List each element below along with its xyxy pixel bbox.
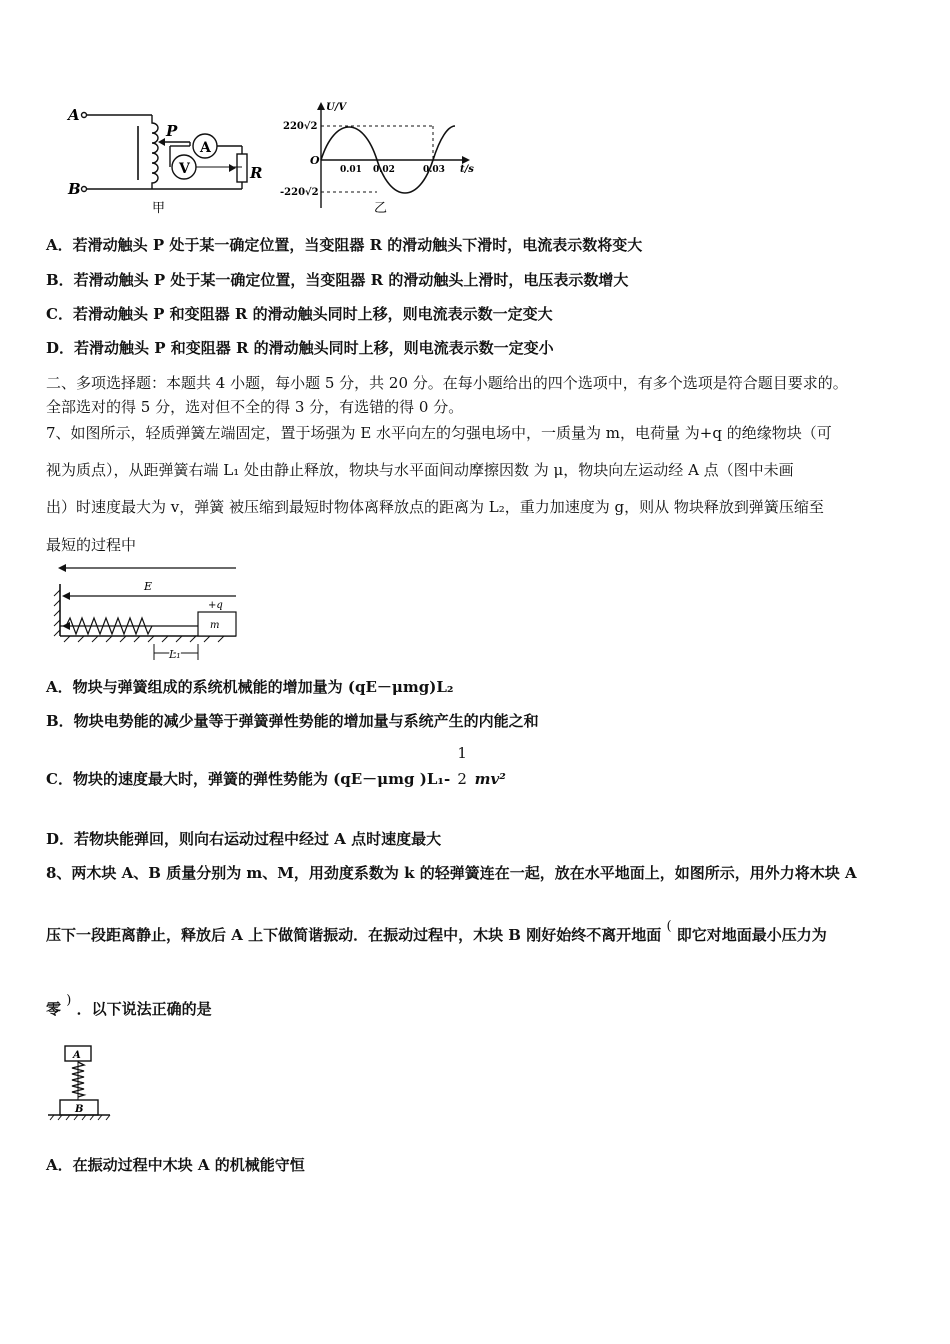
x-axis-label: t/s (460, 164, 474, 175)
q8-stem-line3-tail: ．以下说法正确的是 (76, 1000, 212, 1018)
q8-stem-line1: 8、两木块 A、B 质量分别为 m、M，用劲度系数为 k 的轻弹簧连在一起，放在水平地面上，如图所示，用外力将木块 A (46, 864, 857, 882)
block-b-label: B (75, 1104, 84, 1115)
q6-option-c: C．若滑动触头 P 和变阻器 R 的滑动触头同时上移，则电流表示数一定变大 (46, 305, 553, 323)
peak-positive-label: 220√2 (283, 121, 318, 132)
q6-option-d: D．若滑动触头 P 和变阻器 R 的滑动触头同时上移，则电流表示数一定变小 (46, 339, 554, 357)
q8-stem-line2 (46, 919, 827, 947)
y-axis-label: U/V (326, 102, 347, 113)
resistor-slider-arrow (229, 164, 236, 172)
ammeter-label: A (200, 140, 211, 156)
fraction-denominator: 2 (457, 770, 467, 788)
q7-option-a: A．物块与弹簧组成的系统机械能的增加量为 (qE－μmg)L₂ (46, 678, 454, 696)
paren-close: ) (66, 993, 72, 1008)
q6-option-b: B．若滑动触头 P 处于某一确定位置，当变阻器 R 的滑动触头上滑时，电压表示数增大 (46, 271, 629, 289)
transformer-circuit-figure (66, 98, 276, 216)
q7-option-b: B．物块电势能的减少量等于弹簧弹性势能的增加量与系统产生的内能之和 (46, 712, 539, 730)
x-axis-arrow (462, 156, 470, 164)
wall-hatching (54, 590, 60, 636)
terminal-b-dot (82, 187, 87, 192)
q8-stem-line3-text: 零 (46, 1000, 62, 1018)
block-mass-label: m (210, 620, 220, 631)
tick-002-label: 0.02 (373, 165, 395, 175)
figure-yi-caption: 乙 (374, 201, 388, 216)
y-axis-arrow (317, 102, 325, 110)
resistor-label: R (250, 164, 263, 182)
q8-stem-line2-tail: 即它对地面最小压力为 (676, 926, 827, 944)
terminal-b-label: B (68, 180, 81, 198)
slider-p-arrow (158, 138, 165, 146)
ground-hatching (64, 636, 224, 642)
q7-option-d: D．若物块能弹回，则向右运动过程中经过 A 点时速度最大 (46, 830, 442, 848)
q7-stem-line1: 7、如图所示，轻质弹簧左端固定，置于场强为 E 水平向左的匀强电场中，一质量为 m，电荷量 为+q 的绝缘物块（可 (46, 424, 832, 442)
q7-stem-line3: 出）时速度最大为 v，弹簧 被压缩到最短时物体离释放点的距离为 L₂，重力加速度为 g，则从 物块释放到弹簧压缩至 (46, 498, 824, 516)
spring-block-field-figure (50, 560, 250, 668)
block-charge-label: +q (208, 600, 223, 611)
q7-stem-line2: 视为质点），从距弹簧右端 L₁ 处由静止释放，物块与水平面间动摩擦因数 为 μ，物块向左运动经 A 点（图中未画 (46, 461, 794, 479)
q7-option-c-text: C．物块的速度最大时，弹簧的弹性势能为 (qE－μmg )L₁- (46, 770, 451, 788)
section2-heading-line1: 二、多项选择题：本题共 4 小题，每小题 5 分，共 20 分。在每小题给出的四个选项中，有多个选项是符合题目要求的。 (46, 374, 848, 392)
q7-option-c (46, 744, 506, 789)
origin-label: O (310, 154, 320, 167)
fraction-one-half (455, 744, 469, 789)
voltmeter-label: V (179, 161, 190, 177)
figure-jia-caption: 甲 (152, 201, 166, 216)
section2-heading-line2: 全部选对的得 5 分，选对但不全的得 3 分，有选错的得 0 分。 (46, 398, 464, 416)
fraction-bar (457, 765, 458, 766)
terminal-a-dot (82, 113, 87, 118)
field-line-2-arrow (62, 592, 70, 600)
terminal-a-label: A (68, 106, 80, 124)
tick-003-label: 0.03 (423, 165, 445, 175)
autotransformer-coil (152, 115, 158, 189)
q8-stem-line2-text: 压下一段距离静止，释放后 A 上下做简谐振动．在振动过程中，木块 B 刚好始终不离开地面 (46, 926, 662, 944)
l1-label: L₁ (169, 648, 181, 661)
q7-stem-line4: 最短的过程中 (46, 536, 137, 554)
tick-001-label: 0.01 (340, 165, 362, 175)
q6-option-a: A．若滑动触头 P 处于某一确定位置，当变阻器 R 的滑动触头下滑时，电流表示数将变大 (46, 236, 643, 254)
two-blocks-spring-figure (44, 1042, 114, 1122)
paren-open: ( (666, 919, 672, 934)
q8-stem-line3 (46, 993, 212, 1021)
resistor-r (237, 154, 247, 182)
field-line-1-arrow (58, 564, 66, 572)
slider-p-label: P (166, 122, 178, 140)
peak-negative-label: -220√2 (280, 187, 319, 198)
block-a-label: A (73, 1050, 81, 1061)
field-e-label: E (144, 580, 153, 593)
fraction-numerator: 1 (457, 744, 467, 762)
q7-option-c-tail: mv² (474, 770, 506, 788)
q8-option-a: A．在振动过程中木块 A 的机械能守恒 (46, 1156, 305, 1174)
voltage-sine-graph (280, 96, 480, 218)
